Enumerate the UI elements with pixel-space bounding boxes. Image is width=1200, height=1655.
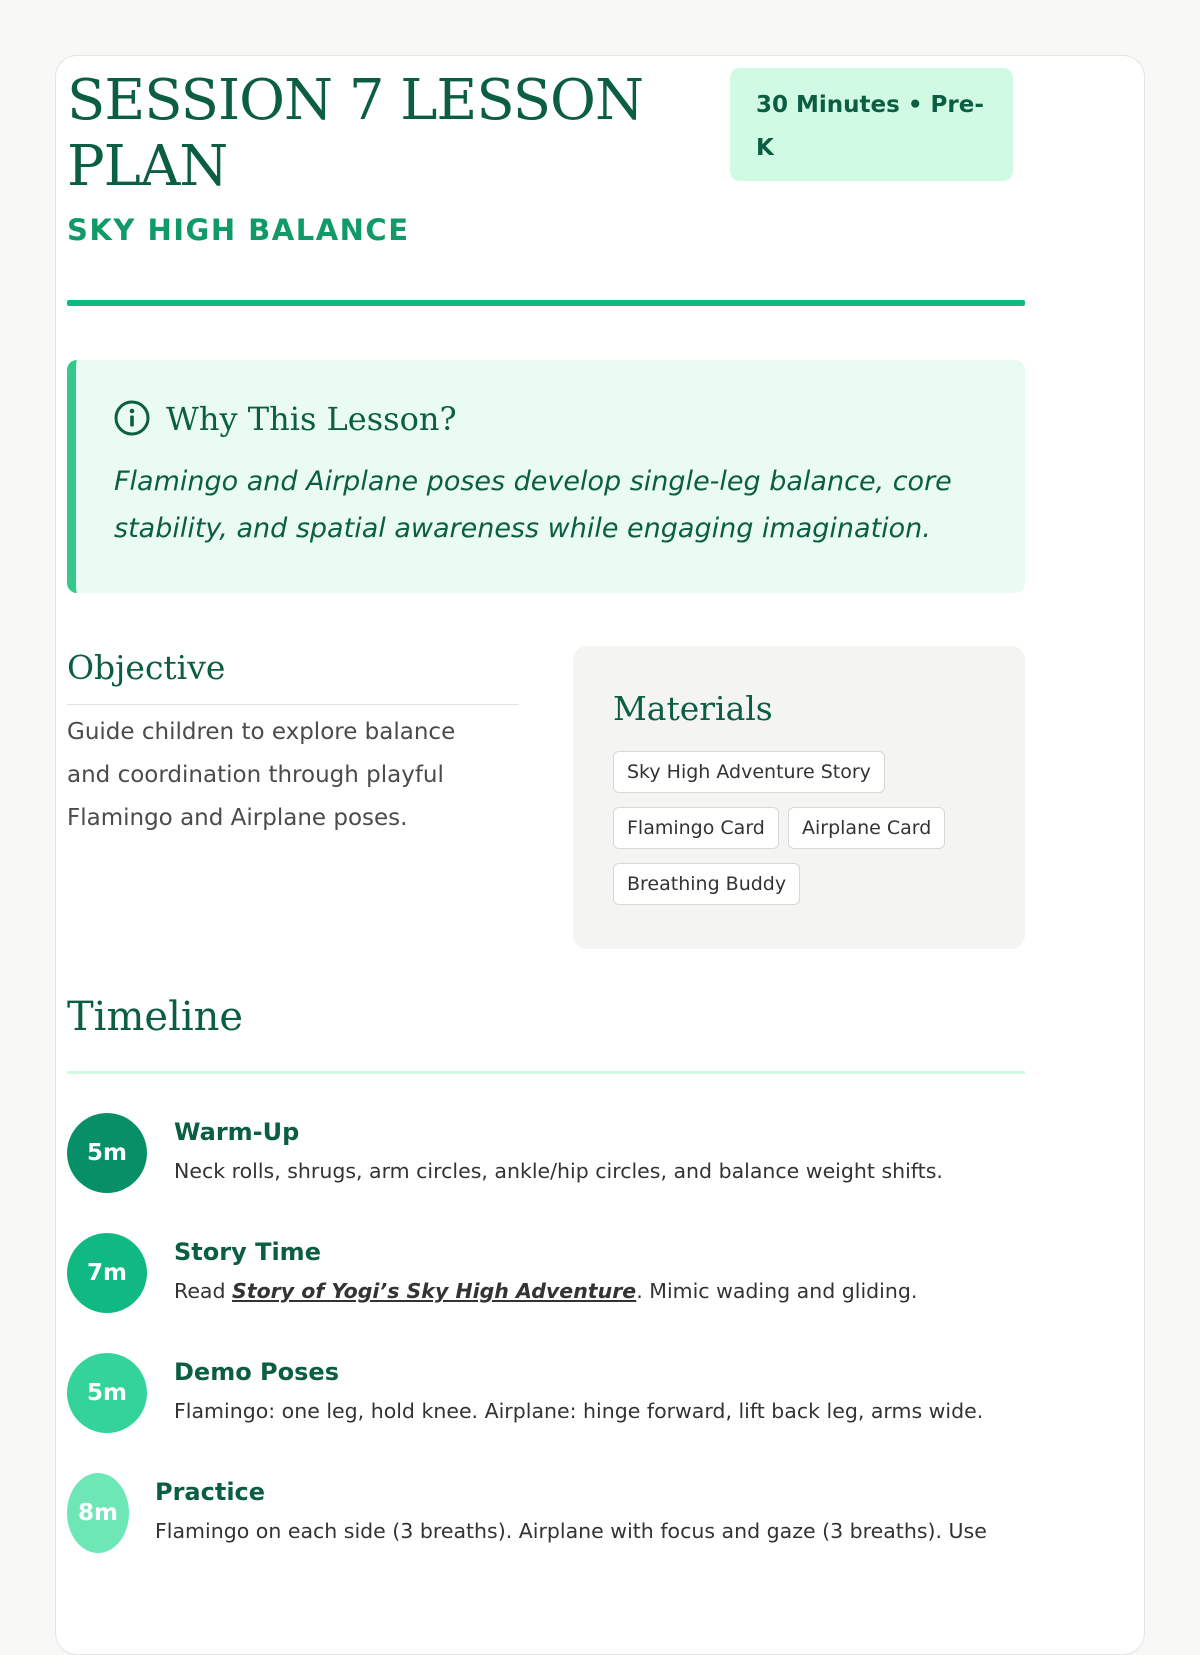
timeline-item-desc: Neck rolls, shrugs, arm circles, ankle/hip circles, and balance weight shifts. [174,1159,943,1183]
objective-section [67,646,519,840]
page-title: SESSION 7 LESSON PLAN [67,68,643,199]
objective-text: Guide children to explore balance and coordination through playful Flamingo and Airplane poses. [67,719,456,831]
duration-age-badge: 30 Minutes • Pre-K [730,68,1013,181]
header-divider [67,300,1025,306]
timeline-item-desc [174,1275,1024,1307]
why-this-lesson-callout [67,360,1025,593]
materials-panel [573,646,1025,949]
timeline-divider [67,1071,1025,1074]
timeline-item-name: Story Time [174,1238,321,1266]
duration-circle: 5m [67,1353,147,1433]
timeline-item-name: Demo Poses [174,1358,339,1386]
book-title-link[interactable]: Story of Yogi’s Sky High Adventure [232,1279,637,1303]
timeline-item-name: Practice [155,1478,266,1506]
objective-title: Objective [67,646,519,705]
why-title: Why This Lesson? [166,400,457,438]
why-text: Flamingo and Airplane poses develop single-leg balance, core stability, and spatial awareness while engaging imagination. [114,466,952,544]
lesson-header [67,68,1025,368]
materials-title: Materials [613,689,773,728]
material-chip: Flamingo Card [613,807,779,849]
material-chip: Breathing Buddy [613,863,800,905]
timeline-title: Timeline [67,994,244,1040]
lesson-subtitle: SKY HIGH BALANCE [67,213,410,247]
desc-prefix: Read [174,1279,233,1303]
timeline-item-desc: Flamingo: one leg, hold knee. Airplane: hinge forward, lift back leg, arms wide. [174,1399,984,1423]
duration-circle: 8m [67,1473,129,1553]
timeline-item-name: Warm-Up [174,1118,300,1146]
info-icon [114,400,150,436]
timeline-item [67,1473,1025,1573]
timeline-item-desc: Flamingo on each side (3 breaths). Airplane with focus and gaze (3 breaths). Use [155,1519,987,1543]
timeline-item [67,1113,1025,1213]
duration-circle: 5m [67,1113,147,1193]
timeline-item [67,1233,1025,1333]
timeline-item [67,1353,1025,1453]
material-chip: Airplane Card [788,807,945,849]
desc-suffix: . Mimic wading and gliding. [636,1279,918,1303]
duration-circle: 7m [67,1233,147,1313]
material-chip: Sky High Adventure Story [613,751,885,793]
